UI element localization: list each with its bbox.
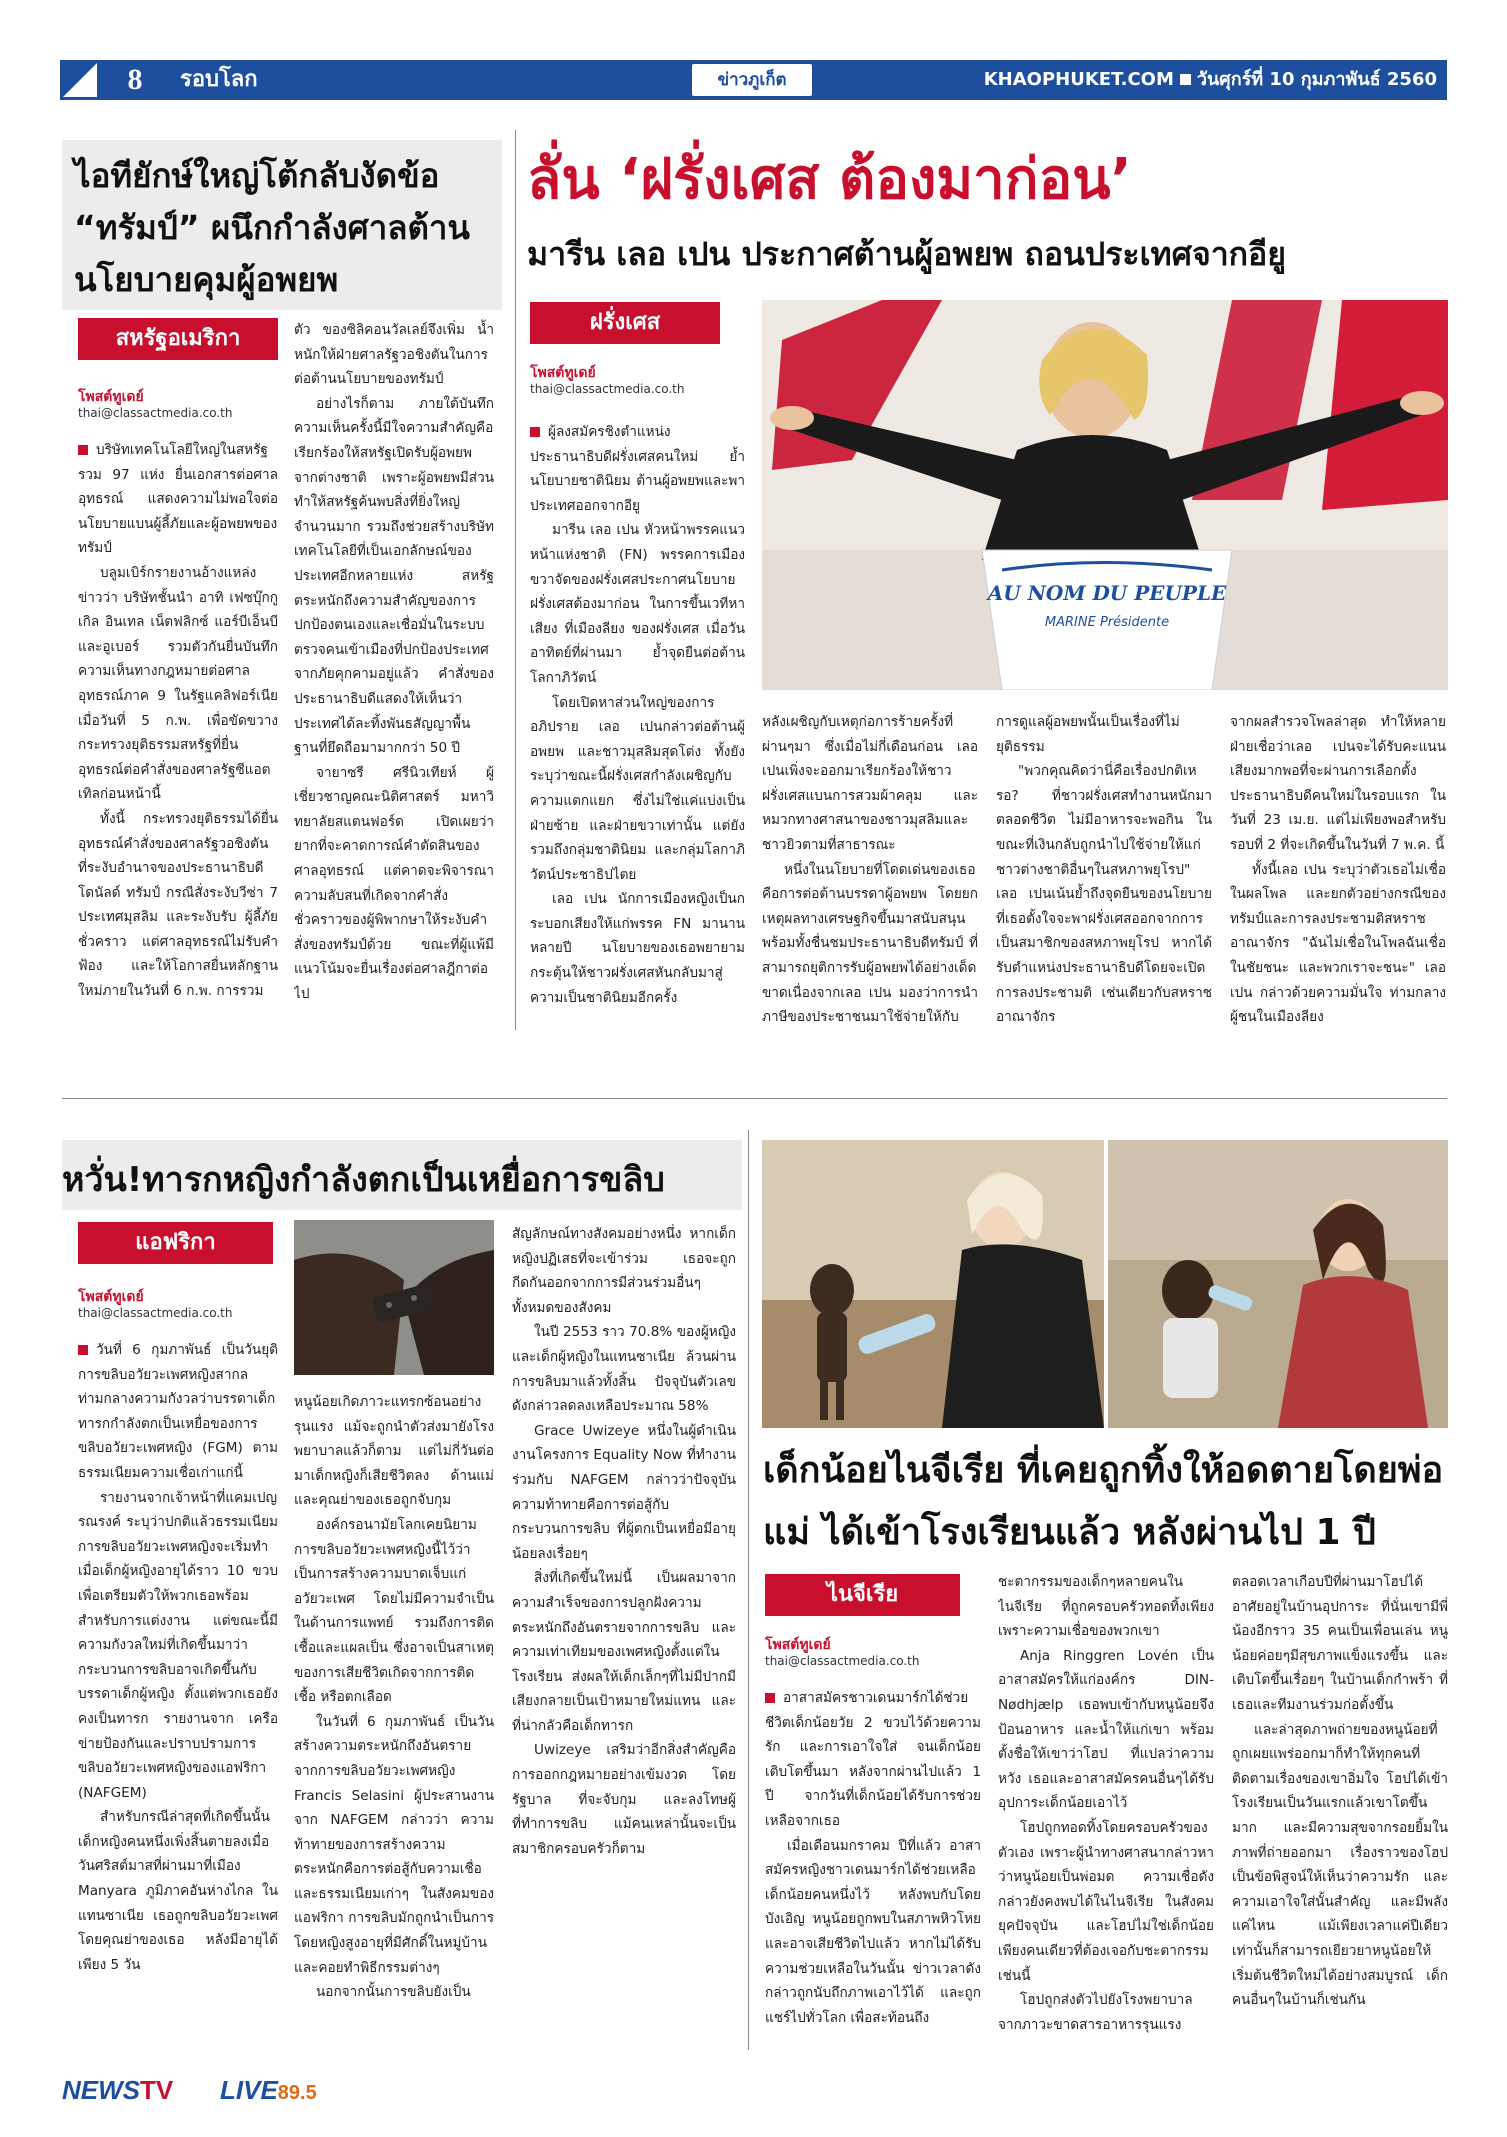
paragraph: และล่าสุดภาพถ่ายของหนูน้อยที่ถูกเผยแพร่ออกมาก็ทำให้ทุกคนที่ติดตามเรื่องของเขาอิ่มใจ โฮปได้เข้าโรงเรียนเป็นวันแรกแล้วเขาโตขึ้นมาก และมีความสุขจากรอยยิ้มในภาพที่ถ่ายออกมา เรื่องราวของโฮปเป็นข้อพิสูจน์ให้เห็นว่าความรัก และความเอาใจใส่นั้นสำคัญ และมีพลังแค่ไหน แม้เพียงเวลาแค่ปีเดียวเท่านั้นก็สามารถเยียวยาหนูน้อยให้เริ่มต้นชีวิตใหม่ได้อย่างสมบูรณ์ เด็กคนอื่นๆในบ้านก็เช่นกัน: [1232, 1721, 1448, 2009]
nigeria-photo-before: [762, 1140, 1104, 1428]
africa-col1: [78, 1338, 278, 2053]
dateline: [984, 62, 1437, 98]
column-divider: [748, 1130, 749, 2050]
byline-email: thai@classactmedia.co.th: [530, 382, 685, 396]
left-headline-box: [62, 140, 502, 310]
paragraph: บลูมเบิร์กรายงานอ้างแหล่งข่าวว่า บริษัทชั้นนำ อาทิ เฟซบุ๊กกูเกิล อินเทล เน็ตฟลิกซ์ แอร์บีเอ็นบี และอูเบอร์ รวมตัวกันยื่นบันทึกความเห็นทางกฎหมายต่อศาลอุทธรณ์ภาค 9 ในรัฐแคลิฟอร์เนีย เมื่อวันที่ 5 ก.พ. เพื่อขัดขวางกระทรวงยุติธรรมสหรัฐที่ยื่นอุทธรณ์ต่อคำสั่งของศาลรัฐซีแอตเทิลก่อนหน้านี้: [78, 564, 278, 803]
nigeria-headline: เด็กน้อยไนจีเรีย ที่เคยถูกทิ้งให้อดตายโดยพ่อแม่ ได้เข้าโรงเรียนแล้ว หลังผ่านไป 1 ปี: [763, 1450, 1444, 1553]
tag-nigeria: ไนจีเรีย: [765, 1574, 960, 1616]
paragraph: สัญลักษณ์ทางสังคมอย่างหนึ่ง หากเด็กหญิงปฏิเสธที่จะเข้าร่วม เธอจะถูกกีดกันออกจากการมีส่วนร่วมอื่นๆทั้งหมดของสังคม: [512, 1226, 736, 1316]
nigeria-col2: [998, 1570, 1214, 2053]
left-story-col2: [294, 318, 494, 1023]
paragraph: บริษัทเทคโนโลยีใหญ่ในสหรัฐ รวม 97 แห่ง ยื่นเอกสารต่อศาลอุทธรณ์ แสดงความไม่พอใจต่อนโยบายแบนผู้ลี้ภัยและผู้อพยพของทรัมป์: [78, 442, 278, 557]
paragraph: เลอ เปน นักการเมืองหญิงเป็นกระบอกเสียงให้แก่พรรค FN มานานหลายปี นโยบายของเธอพยายามกระตุ้นให้ชาวฝรั่งเศสหันกลับมาสู่ความเป็นชาตินิยมอีกครั้ง: [530, 891, 745, 1006]
tag-usa: สหรัฐอเมริกา: [78, 318, 278, 360]
paragraph: รายงานจากเจ้าหน้าที่แคมเปญรณรงค์ ระบุว่าปกติแล้วธรรมเนียมการขลิบอวัยวะเพศหญิงจะเริ่มทำเมื่อเด็กผู้หญิงอายุได้ราว 10 ขวบ เพื่อเตรียมตัวให้พวกเธอพร้อมสำหรับการแต่งงาน แต่ขณะนี้มีความกังวลใหม่ที่เกิดขึ้นมาว่ากระบวนการขลิบอาจเกิดขึ้นกับบรรดาเด็กผู้หญิง ตั้งแต่พวกเธอยังคงเป็นทารก รายงานจาก เครือข่ายป้องกันและปราบปรามการขลิบอวัยวะเพศหญิงของแอฟริกา (NAFGEM): [78, 1489, 278, 1801]
hands-blade-illustration: [294, 1220, 494, 1375]
paragraph: ผู้ลงสมัครชิงตำแหน่งประธานาธิบดีฝรั่งเศสคนใหม่ ย้ำนโยบายชาตินิยม ต้านผู้อพยพและพาประเทศออกจากอียู: [530, 424, 745, 514]
footer-logo-news: NEWSTV: [62, 2075, 174, 2105]
byline-name: โพสต์ทูเดย์: [78, 1289, 144, 1305]
bullet-square-icon: [765, 1693, 775, 1703]
byline-name: โพสต์ทูเดย์: [78, 389, 144, 405]
main-story-col4: [1230, 710, 1446, 1030]
africa-col3: [512, 1222, 736, 2053]
issue-date: วันศุกร์ที่ 10 กุมภาพันธ์ 2560: [1196, 69, 1437, 90]
corner-triangle-icon: [63, 63, 97, 97]
paragraph: ทั้งนี้เลอ เปน ระบุว่าตัวเธอไม่เชื่อในผลโพล และยกตัวอย่างกรณีของทรัมป์และการลงประชามติสหราชอาณาจักร "ฉันไม่เชื่อในโพลฉันเชื่อในชัยชนะ และพวกเราจะชนะ" เลอเปน กล่าวด้วยความมั่นใจ ท่ามกลางผู้ชนในเมืองลียง: [1230, 861, 1446, 1026]
column-divider: [515, 130, 516, 1030]
left-headline: ไอทียักษ์ใหญ่โต้กลับงัดข้อ “ทรัมป์” ผนึกกำลังศาลต้านนโยบายคุมผู้อพยพ: [74, 156, 470, 299]
paragraph: Grace Uwizeye หนึ่งในผู้ดำเนินงานโครงการ Equality Now ที่ทำงานร่วมกับ NAFGEM กล่าวว่าปัจจุบันความท้าทายคือการต่อสู้กับกระบวนการขลิบ ที่ผู้ตกเป็นเหยื่อมีอายุน้อยลงเรื่อยๆ: [512, 1422, 736, 1562]
paragraph: เมื่อเดือนมกราคม ปีที่แล้ว อาสาสมัครหญิงชาวเดนมาร์กได้ช่วยเหลือเด็กน้อยคนหนึ่งไว้ หลังพบกับโดยบังเอิญ หนูน้อยถูกพบในสภาพหิวโหย และอาจเสียชีวิตไปแล้ว หากไม่ได้รับความช่วยเหลือในวันนั้น ข่าวเวลาดังกล่าวถูกนับถึกภาพเอาไว้ได้ และถูกแชร์ไปทั่วโลก เพื่อสะท้อนถึง: [765, 1837, 981, 2026]
school-illustration: [1108, 1140, 1448, 1428]
paragraph: จากผลสำรวจโพลล่าสุด ทำให้หลายฝ่ายเชื่อว่าเลอ เปนจะได้รับคะแนนเสียงมากพอที่จะผ่านการเลือกตั้งประธานาธิบดีคนใหม่ในรอบแรก ในวันที่ 23 เม.ย. แต่ไม่เพียงพอสำหรับรอบที่ 2 ที่จะเกิดขึ้นในวันที่ 7 พ.ค. นี้: [1230, 714, 1446, 853]
paragraph: Uwizeye เสริมว่าอีกสิ่งสำคัญคือการออกกฎหมายอย่างเข้มงวด โดยรัฐบาล ที่จะจับกุม และลงโทษผู้ที่ทำการขลิบ แม้คนเหล่านั้นจะเป็นสมาชิกครอบครัวก็ตาม: [512, 1742, 736, 1857]
byline-email: thai@classactmedia.co.th: [78, 1306, 233, 1320]
nigeria-col1: [765, 1686, 981, 2053]
paragraph: วันที่ 6 กุมภาพันธ์ เป็นวันยุติการขลิบอวัยวะเพศหญิงสากล ท่ามกลางความกังวลว่าบรรดาเด็กทารกกำลังตกเป็นเหยื่อของการขลิบอวัยวะเพศหญิง (FGM) ตามธรรมเนียมความเชื่อเก่าแก่นี้: [78, 1342, 278, 1481]
footer-logo-live: LIVE89.5: [220, 2075, 317, 2105]
podium-slogan: AU NOM DU PEUPLE: [987, 581, 1227, 605]
main-story-col1: [530, 420, 745, 1030]
byline-name: โพสต์ทูเดย์: [765, 1637, 831, 1653]
paragraph: องค์กรอนามัยโลกเคยนิยามการขลิบอวัยวะเพศหญิงนี้ไว้ว่าเป็นการสร้างความบาดเจ็บแก่อวัยวะเพศ โดยไม่มีความจำเป็นในด้านการแพทย์ รวมถึงการติดเชื้อและแผลเป็น ซึ่งอาจเป็นสาเหตุของการเสียชีวิตเกิดจากการติดเชื้อ หรือตกเลือด: [294, 1516, 494, 1706]
main-headline: ลั่น ‘ฝรั่งเศส ต้องมาก่อน’: [527, 147, 1132, 212]
nigeria-col3: [1232, 1570, 1448, 2053]
byline-email: thai@classactmedia.co.th: [765, 1654, 920, 1668]
page-number: 8: [127, 63, 143, 96]
tag-africa: แอฟริกา: [78, 1222, 273, 1264]
paragraph: อาสาสมัครชาวเดนมาร์กได้ช่วยชีวิตเด็กน้อยวัย 2 ขวบไว้ด้วยความรัก และการเอาใจใส่ จนเด็กน้อยเติบโตขึ้นมา หลังจากผ่านไปแล้ว 1 ปี จากวันที่เด็กน้อยได้รับการช่วยเหลือจากเธอ: [765, 1690, 981, 1829]
bullet-square-icon: [78, 445, 88, 455]
rescue-illustration: [762, 1140, 1104, 1428]
paragraph: โดยเปิดหาส่วนใหญ่ของการอภิปราย เลอ เปนกล่าวต่อต้านผู้อพยพ และชาวมุสลิมสุดโต่ง ทั้งยังระบุว่าขณะนี้ฝรั่งเศสกำลังเผชิญกับความแตกแยก ซึ่งไม่ใช่แค่แบ่งเป็นฝ่ายซ้าย และฝ่ายขวาเท่านั้น แต่ยังรวมถึงกลุ่มชาตินิยม และกลุ่มโลกาภิวัตน์ประชาธิปไตย: [530, 694, 745, 883]
paragraph: อย่างไรก็ตาม ภายใต้บันทึกความเห็นครั้งนี้มีใจความสำคัญคือ เรียกร้องให้สหรัฐเปิดรับผู้อพยพจากต่างชาติ เพราะผู้อพยพมีส่วนทำให้สหรัฐค้นพบสิ่งที่ยิ่งใหญ่จำนวนมาก รวมถึงช่วยสร้างบริษัทเทคโนโลยีที่เป็นเอกลักษณ์ของประเทศอีกหลายแห่ง สหรัฐตระหนักถึงความสำคัญของการปกป้องตนเองและเชื่อมั่นในระบบตรวจคนเข้าเมืองที่ปกป้องประเทศจากภัยคุกคามอยู่แล้ว คำสั่งของประธานาธิบดีแสดงให้เห็นว่าประเทศได้ละทิ้งพันธสัญญาพื้นฐานที่ยึดถือมามากกว่า 50 ปี: [294, 395, 494, 757]
main-subheadline: มารีน เลอ เปน ประกาศต้านผู้อพยพ ถอนประเทศจากอียู: [527, 235, 1287, 273]
paragraph: การดูแลผู้อพยพนั้นเป็นเรื่องที่ไม่ยุติธรรม: [996, 714, 1180, 755]
left-story-col1: [78, 438, 278, 1023]
paragraph: หนูน้อยเกิดภาวะแทรกซ้อนอย่างรุนแรง แม้จะถูกนำตัวส่งมายังโรงพยาบาลแล้วก็ตาม แต่ไม่กี่วันต่อมาเด็กหญิงก็เสียชีวิตลง ด้านแม่และคุณย่าของเธอถูกจับกุม: [294, 1394, 494, 1509]
separator-square-icon: [1180, 74, 1191, 85]
paragraph: จายาซรี ศรีนิวเทียห์ ผู้เชี่ยวชาญคณะนิติศาสตร์ มหาวิทยาลัยสแตนฟอร์ด เปิดเผยว่า ยากที่จะคาดการณ์คำตัดสินของศาลอุทธรณ์ แต่คาดจะพิจารณาความลับสนที่เกิดจากคำสั่งชั่วคราวของผู้พิพากษาให้ระงับคำสั่งของทรัมป์ด้วย ขณะที่ผู้แพ้มีแนวโน้มจะยื่นเรื่องต่อศาลฎีกาต่อไป: [294, 764, 494, 1003]
paragraph: ชะตากรรมของเด็กๆหลายคนในไนจีเรีย ที่ถูกครอบครัวทอดทิ้งเพียงเพราะความเชื่อของพวกเขา: [998, 1574, 1214, 1640]
site-name: KHAOPHUKET.COM: [983, 69, 1174, 90]
paragraph: หลังเผชิญกับเหตุก่อการร้ายครั้งที่ผ่านๆมา ซึ่งเมื่อไม่กี่เดือนก่อน เลอ เปนเพิ่งจะออกมาเรียกร้องให้ชาวฝรั่งเศสแบนการสวมผ้าคลุม และหมวกทางศาสนาของชาวมุสลิมและชาวยิวตามที่สาธารณะ: [762, 714, 978, 853]
paragraph: Anja Ringgren Lovén เป็นอาสาสมัครให้แก่องค์กร DIN-Nødhjælp เธอพบเข้ากับหนูน้อยจึงป้อนอาหาร และน้ำให้แก่เขา พร้อมตั้งชื่อให้เขาว่าโฮป ที่แปลว่าความหวัง เธอและอาสาสมัครคนอื่นๆได้รับอุปการะเด็กน้อยเอาไว้: [998, 1647, 1214, 1812]
paragraph: ทั้งนี้ กระทรวงยุติธรรมได้ยื่นอุทธรณ์คำสั่งของศาลรัฐวอชิงตัน ที่ระงับอำนาจของประธานาธิบดี โดนัลด์ ทรัมป์ กรณีสั่งระงับวีซ่า 7 ประเทศมุสลิม และระงับรับ ผู้ลี้ภัยชั่วคราว แต่ศาลอุทธรณ์ไม่รับคำฟ้อง และให้โอกาสยื่นหลักฐานใหม่ภายในวันที่ 6 ก.พ. การรวม: [78, 810, 278, 1000]
le-pen-photo: [762, 300, 1448, 690]
bullet-square-icon: [530, 427, 540, 437]
main-story-col3: [996, 710, 1212, 1030]
paragraph: ในวันที่ 6 กุมภาพันธ์ เป็นวันสร้างความตระหนักถึงอันตรายจากการขลิบอวัยวะเพศหญิง Francis Selasini ผู้ประสานงานจาก NAFGEM กล่าวว่า ความท้าทายของการสร้างความตระหนักคือการต่อสู้กับความเชื่อและธรรมเนียมเก่าๆ ในสังคมของแอฟริกา การขลิบมักถูกนำเป็นการโดยหญิงสูงอายุที่มีศักดิ์ในหมู่บ้าน และคอยทำพิธีกรรมต่างๆ: [294, 1713, 494, 1976]
tag-france: ฝรั่งเศส: [530, 302, 720, 344]
section-name: รอบโลก: [180, 67, 258, 92]
nigeria-photo-after: [1108, 1140, 1448, 1428]
paragraph: สิ่งที่เกิดขึ้นใหม่นี้ เป็นผลมาจากความสำเร็จของการปลูกฝังความตระหนักถึงอันตรายจากการขลิบ และความเท่าเทียมของเพศหญิงตั้งแต่ในโรงเรียน ส่งผลให้เด็กเล็กๆที่ไม่มีปากมีเสียงกลายเป็นเป้าหมายใหม่แทน และที่น่ากลัวคือเด็กทารก: [512, 1570, 736, 1734]
masthead-logo: ข่าวภูเก็ต: [692, 64, 812, 96]
paragraph: โฮปถูกทอดทิ้งโดยครอบครัวของตัวเอง เพราะผู้นำทางศาสนากล่าวหาว่าหนูน้อยเป็นพ่อมด ความเชื่อดังกล่าวยังคงพบได้ในไนจีเรีย ในสังคมยุคปัจจุบัน และโฮปไม่ใช่เด็กน้อยเพียงคนเดียวที่ต้องเจอกับชะตากรรมเช่นนี้: [998, 1819, 1214, 1984]
le-pen-illustration: [762, 300, 1448, 690]
byline-email: thai@classactmedia.co.th: [78, 406, 233, 420]
byline-name: โพสต์ทูเดย์: [530, 365, 596, 381]
fgm-tool-photo: [294, 1220, 494, 1375]
paragraph: นอกจากนั้นการขลิบยังเป็น: [316, 1984, 471, 2001]
paragraph: ตลอดเวลาเกือบปีที่ผ่านมาโฮปได้อาศัยอยู่ในบ้านอุปการะ ที่นั่นเขามีพี่น้องอีกราว 35 คนเป็นเพื่อนเล่น หนูน้อยค่อยๆมีสุขภาพแข็งแรงขึ้น และเติบโตขึ้นเรื่อยๆ ในบ้านเด็กกำพร้า ที่เธอและทีมงานร่วมก่อตั้งขึ้น: [1232, 1574, 1448, 1713]
paragraph: โฮปถูกส่งตัวไปยังโรงพยาบาลจากภาวะขาดสารอาหารรุนแรง: [998, 1992, 1193, 2033]
paragraph: มารีน เลอ เปน หัวหน้าพรรคแนวหน้าแห่งชาติ (FN) พรรคการเมืองขวาจัดของฝรั่งเศสประกาศนโยบายฝรั่งเศสต้องมาก่อน ในการขึ้นเวทีหาเสียง ที่เมืองลียง ของฝรั่งเศส เมื่อวันอาทิตย์ที่ผ่านมา ย้ำจุดยืนต่อต้านโลกาภิวัตน์: [530, 522, 745, 686]
paragraph: ในปี 2553 ราว 70.8% ของผู้หญิง และเด็กผู้หญิงในแทนซาเนีย ล้วนผ่านการขลิบมาแล้วทั้งสิ้น ปัจจุบันตัวเลขดังกล่าวลดลงเหลือประมาณ 58%: [512, 1324, 736, 1415]
africa-col2: [294, 1390, 494, 2053]
bullet-square-icon: [78, 1345, 88, 1355]
paragraph: ตัว ของซิลิคอนวัลเลย์จึงเพิ่ม น้ำหนักให้ฝ่ายศาลรัฐวอชิงตันในการ ต่อต้านนโยบายของทรัมป์: [294, 322, 494, 388]
africa-headline: หวั่น!ทารกหญิงกำลังตกเป็นเหยื่อการขลิบ: [62, 1160, 665, 1200]
podium-subtext: MARINE Présidente: [1044, 615, 1170, 630]
paragraph: หนึ่งในนโยบายที่โดดเด่นของเธอ คือการต่อต้านบรรดาผู้อพยพ โดยยกเหตุผลทางเศรษฐกิจขึ้นมาสนับสนุน พร้อมทั้งชื่นชมประธานาธิบดีทรัมป์ ที่สามารถยุติการรับผู้อพยพได้อย่างเด็ดขาดเนื่องจากเลอ เปน มองว่าการนำภาษีของประชาชนมาใช้จ่ายให้กับ: [762, 861, 978, 1026]
paragraph: สำหรับกรณีล่าสุดที่เกิดขึ้นนั้น เด็กหญิงคนหนึ่งเพิ่งสิ้นตายลงเมื่อวันศริสต์มาสที่ผ่านมาที่เมือง Manyara ภูมิภาคอันห่างไกล ในแทนซาเนีย เธอถูกขลิบอวัยวะเพศโดยคุณย่าของเธอ หลังมีอายุได้เพียง 5 วัน: [78, 1809, 278, 1973]
paragraph: "พวกคุณคิดว่านี่คือเรื่องปกติเหรอ? ที่ชาวฝรั่งเศสทำงานหนักมาตลอดชีวิต ไม่มีอาหารจะพอกิน ในขณะที่เงินกลับถูกนำไปใช้จ่ายให้แก่ชาวต่างชาติอื่นๆในสหภาพยุโรป" เลอ เปนเน้นย้ำถึงจุดยืนของนโยบายที่เธอตั้งใจจะพาฝรั่งเศสออกจากการเป็นสมาชิกของสหภาพยุโรป หากได้รับตำแหน่งประธานาธิบดีโดยจะเปิดการลงประชามติ เช่นเดียวกับสหราชอาณาจักร: [996, 763, 1212, 1026]
main-story-col2: [762, 710, 978, 1030]
section-divider: [62, 1098, 1447, 1099]
